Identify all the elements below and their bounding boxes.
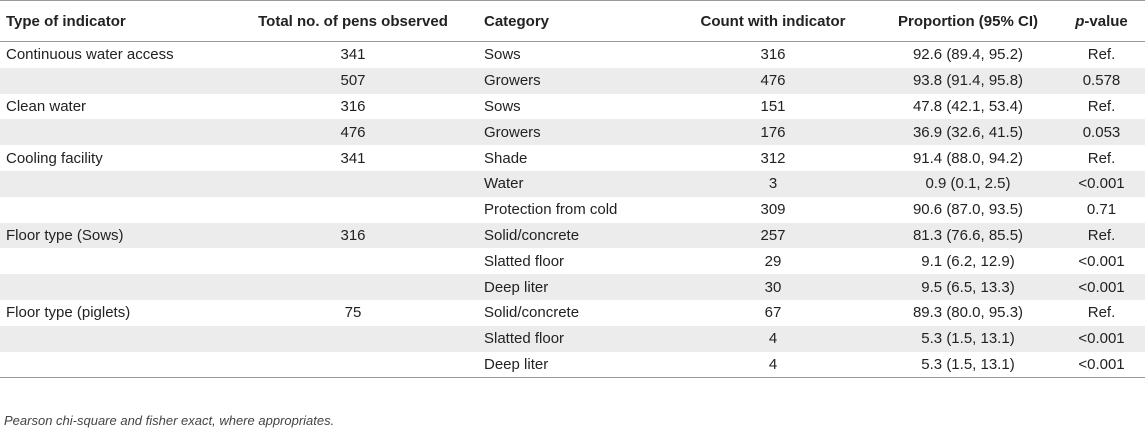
cell-type: Floor type (Sows): [0, 223, 228, 249]
cell-type: [0, 248, 228, 274]
cell-type: [0, 326, 228, 352]
cell-proportion: 5.3 (1.5, 13.1): [878, 352, 1058, 378]
cell-proportion: 91.4 (88.0, 94.2): [912, 149, 1024, 167]
header-category: Category: [478, 1, 668, 42]
table-row: [0, 352, 1145, 378]
cell-type: [0, 352, 228, 378]
header-row: [0, 1, 1145, 42]
cell-proportion: 36.9 (32.6, 41.5): [878, 119, 1058, 145]
cell-count: 30: [668, 274, 878, 300]
cell-category: Protection from cold: [484, 201, 618, 219]
cell-count: 176: [668, 119, 878, 145]
header-p-italic: p: [1075, 12, 1085, 30]
cell-category: Water: [478, 171, 668, 197]
cell-proportion: 92.6 (89.4, 95.2): [912, 46, 1024, 64]
cell-count: 151: [760, 97, 786, 115]
cell-p-value: <0.001: [1058, 326, 1145, 352]
cell-p-value: <0.001: [1078, 252, 1125, 270]
cell-type: Floor type (piglets): [6, 304, 131, 322]
cell-total: [228, 326, 478, 352]
cell-total: 316: [228, 223, 478, 249]
header-proportion: Proportion (95% CI): [878, 1, 1058, 42]
cell-total: 341: [340, 149, 366, 167]
cell-type: [0, 119, 228, 145]
cell-category: Sows: [484, 97, 521, 115]
header-count: Count with indicator: [668, 1, 878, 42]
cell-type: [0, 171, 228, 197]
table-row: [0, 326, 1145, 352]
cell-count: 257: [668, 223, 878, 249]
cell-p-value: <0.001: [1058, 274, 1145, 300]
table-row: [0, 94, 1145, 120]
table-row: [0, 197, 1145, 223]
cell-p-value: Ref.: [1087, 97, 1116, 115]
cell-p-value: <0.001: [1058, 352, 1145, 378]
header-type-of-indicator: Type of indicator: [0, 1, 228, 42]
header-total-pens: Total no. of pens observed: [228, 1, 478, 42]
table-row: [0, 300, 1145, 326]
cell-total: 75: [344, 304, 362, 322]
cell-type: [0, 68, 228, 94]
cell-total: [228, 197, 478, 223]
cell-total: [228, 352, 478, 378]
table-row: [0, 42, 1145, 68]
cell-count: 309: [760, 201, 786, 219]
cell-proportion: 89.3 (80.0, 95.3): [912, 304, 1024, 322]
cell-count: 4: [668, 352, 878, 378]
cell-count: 316: [760, 46, 786, 64]
cell-category: Slatted floor: [478, 326, 668, 352]
cell-proportion: 47.8 (42.1, 53.4): [912, 97, 1024, 115]
table-row: [0, 223, 1145, 249]
cell-count: 67: [764, 304, 782, 322]
cell-category: Shade: [484, 149, 528, 167]
cell-proportion: 0.9 (0.1, 2.5): [878, 171, 1058, 197]
cell-proportion: 9.1 (6.2, 12.9): [921, 252, 1015, 270]
cell-p-value: 0.71: [1086, 201, 1117, 219]
header-p-suffix: -value: [1084, 12, 1128, 30]
cell-count: 3: [668, 171, 878, 197]
cell-total: [228, 171, 478, 197]
cell-type: [0, 274, 228, 300]
cell-category: Growers: [478, 68, 668, 94]
cell-total: 476: [228, 119, 478, 145]
cell-count: 312: [760, 149, 786, 167]
table-row: [0, 248, 1145, 274]
cell-p-value: Ref.: [1087, 46, 1116, 64]
cell-type: Clean water: [6, 97, 87, 115]
cell-category: Slatted floor: [484, 252, 565, 270]
cell-proportion: 81.3 (76.6, 85.5): [878, 223, 1058, 249]
cell-type: Continuous water access: [6, 46, 174, 64]
cell-count: 476: [668, 68, 878, 94]
cell-total: 341: [340, 46, 366, 64]
cell-category: Solid/concrete: [478, 223, 668, 249]
cell-category: Sows: [484, 46, 521, 64]
cell-p-value: 0.578: [1058, 68, 1145, 94]
cell-proportion: 93.8 (91.4, 95.8): [878, 68, 1058, 94]
cell-count: 29: [764, 252, 782, 270]
cell-p-value: 0.053: [1058, 119, 1145, 145]
cell-p-value: <0.001: [1058, 171, 1145, 197]
header-p-value: [1058, 1, 1145, 42]
cell-p-value: Ref.: [1087, 149, 1116, 167]
cell-proportion: 5.3 (1.5, 13.1): [878, 326, 1058, 352]
cell-category: Deep liter: [478, 352, 668, 378]
table-row: [0, 145, 1145, 171]
cell-type: [0, 197, 228, 223]
table-body: [0, 42, 1145, 378]
cell-total: [228, 248, 478, 274]
cell-p-value: Ref.: [1058, 223, 1145, 249]
cell-total: 507: [228, 68, 478, 94]
cell-type: Cooling facility: [6, 149, 103, 167]
table-row: [0, 119, 1145, 145]
cell-category: Growers: [478, 119, 668, 145]
cell-proportion: 9.5 (6.5, 13.3): [878, 274, 1058, 300]
cell-category: Deep liter: [478, 274, 668, 300]
cell-category: Solid/concrete: [484, 304, 580, 322]
table-row: [0, 171, 1145, 197]
cell-total: 316: [340, 97, 366, 115]
cell-p-value: Ref.: [1087, 304, 1116, 322]
table-footnote: Pearson chi-square and fisher exact, where appropriates.: [4, 413, 335, 428]
cell-count: 4: [668, 326, 878, 352]
cell-total: [228, 274, 478, 300]
cell-proportion: 90.6 (87.0, 93.5): [912, 201, 1024, 219]
table-row: [0, 274, 1145, 300]
table-row: [0, 68, 1145, 94]
